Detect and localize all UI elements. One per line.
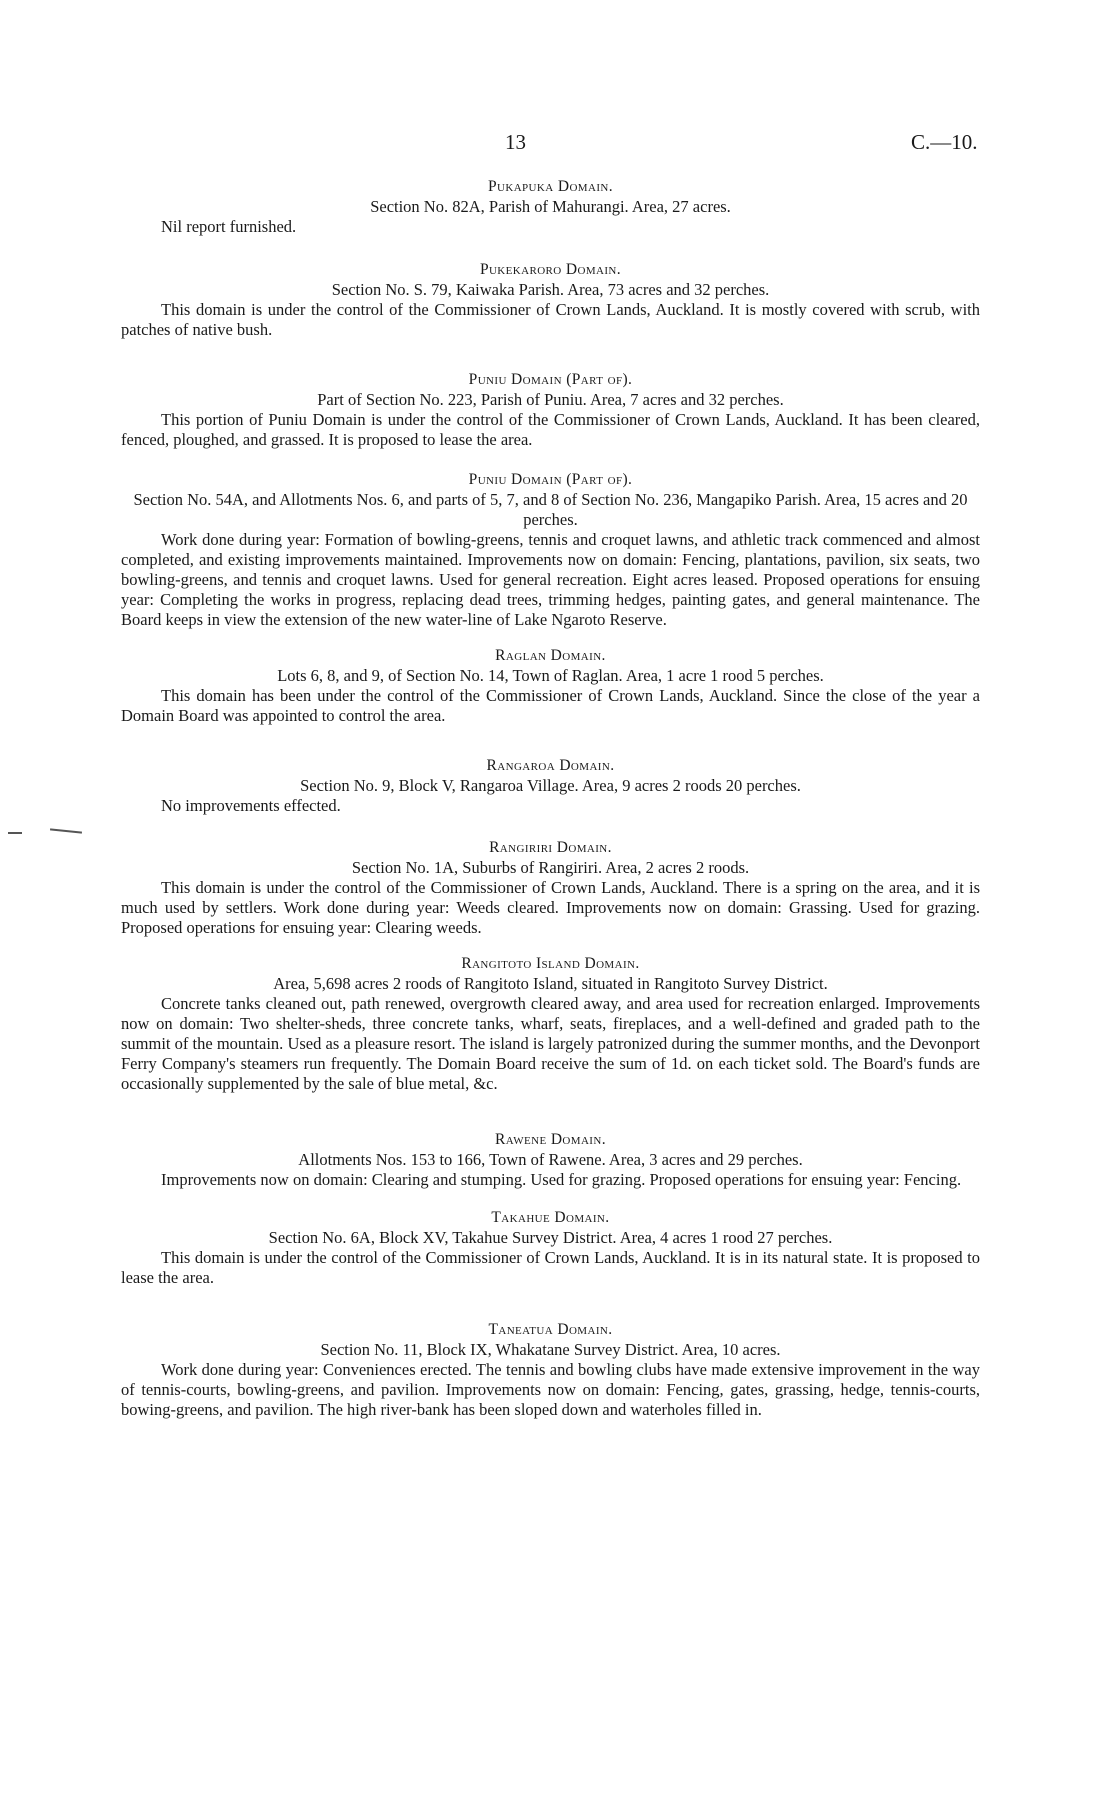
section-location: Section No. 11, Block IX, Whakatane Survey District. Area, 10 acres. xyxy=(320,1340,781,1359)
section-location: Section No. 9, Block V, Rangaroa Village. Area, 9 acres 2 roods 20 perches. xyxy=(300,776,801,795)
section-text: This domain has been under the control of the Commissioner of Crown Lands, Auckland. Since the close of the year a Domain Board was appointed to control the area. xyxy=(121,686,980,725)
section-location: Section No. 82A, Parish of Mahurangi. Area, 27 acres. xyxy=(370,197,731,216)
page-number: 13 xyxy=(505,130,526,154)
section-puniu-part-2 xyxy=(121,470,980,630)
section-rawene xyxy=(121,1130,980,1190)
section-heading: Rawene Domain. xyxy=(495,1131,606,1148)
section-rangiriri xyxy=(121,838,980,938)
section-raglan xyxy=(121,646,980,726)
section-heading: Pukapuka Domain. xyxy=(487,178,614,195)
section-location: Allotments Nos. 153 to 166, Town of Rawene. Area, 3 acres and 29 perches. xyxy=(298,1150,803,1169)
section-pukekaroro xyxy=(121,260,980,340)
section-text: Improvements now on domain: Clearing and stumping. Used for grazing. Proposed operations for ensuing year: Fencing. xyxy=(161,1170,962,1189)
section-heading: Rangitoto Island Domain. xyxy=(461,955,640,972)
section-rangitoto-island xyxy=(121,954,980,1094)
section-puniu-part-1 xyxy=(121,370,980,450)
section-location: Area, 5,698 acres 2 roods of Rangitoto Island, situated in Rangitoto Survey District. xyxy=(273,974,828,993)
section-heading: Raglan Domain. xyxy=(495,647,606,664)
section-heading: Taneatua Domain. xyxy=(488,1321,613,1338)
section-location: Lots 6, 8, and 9, of Section No. 14, Town of Raglan. Area, 1 acre 1 rood 5 perches. xyxy=(277,666,824,685)
section-heading: Puniu Domain (Part of). xyxy=(468,471,633,488)
section-location: Section No. S. 79, Kaiwaka Parish. Area, 73 acres and 32 perches. xyxy=(331,280,770,299)
section-heading: Rangiriri Domain. xyxy=(489,839,612,856)
section-text: Work done during year: Conveniences erected. The tennis and bowling clubs have made extensive improvement in the way of tennis-courts, bowling-greens, and pavilion. Improvements now on domain: Fencing, gates, grassing, hedge, tennis-courts, bowing-greens, and pavilion. The high river-bank has been sloped down and waterholes filled in. xyxy=(121,1360,980,1419)
section-text: This portion of Puniu Domain is under the control of the Commissioner of Crown Lands, Auckland. It has been cleared, fenced, ploughed, and grassed. It is proposed to lease the area. xyxy=(121,410,980,449)
section-text: This domain is under the control of the Commissioner of Crown Lands, Auckland. It is mostly covered with scrub, with patches of native bush. xyxy=(121,300,980,339)
section-location: Part of Section No. 223, Parish of Puniu. Area, 7 acres and 32 perches. xyxy=(317,390,784,409)
section-text: Concrete tanks cleaned out, path renewed, overgrowth cleared away, and area used for recreation enlarged. Improvements now on domain: Two shelter-sheds, three concrete tanks, wharf, seats, fireplaces, and a well-defined and graded path to the summit of the mountain. Used as a pleasure resort. The island is largely patronized during the summer months, and the Devonport Ferry Company's steamers run frequently. The Domain Board receive the sum of 1d. on each ticket sold. The Board's funds are occasionally supplemented by the sale of blue metal, &c. xyxy=(121,994,980,1093)
section-location: Section No. 1A, Suburbs of Rangiriri. Area, 2 acres 2 roods. xyxy=(351,858,750,877)
page-header xyxy=(0,130,1114,160)
page-reference: C.—10. xyxy=(911,130,978,154)
section-location: Section No. 54A, and Allotments Nos. 6, and parts of 5, 7, and 8 of Section No. 236, Mangapiko Parish. Area, 15 acres and 20 perches. xyxy=(133,490,968,529)
section-takahue xyxy=(121,1208,980,1288)
section-text: Nil report furnished. xyxy=(161,217,297,236)
section-text: This domain is under the control of the Commissioner of Crown Lands, Auckland. There is a spring on the area, and it is much used by settlers. Work done during year: Weeds cleared. Improvements now on domain: Grassing. Used for grazing. Proposed operations for ensuing year: Clearing weeds. xyxy=(121,878,980,937)
section-location: Section No. 6A, Block XV, Takahue Survey District. Area, 4 acres 1 rood 27 perches. xyxy=(268,1228,833,1247)
section-text: Work done during year: Formation of bowling-greens, tennis and croquet lawns, and athletic track commenced and almost completed, and existing improvements maintained. Improvements now on domain: Fencing, plantations, pavilion, six seats, two bowling-greens, and tennis and croquet lawns. Used for general recreation. Eight acres leased. Proposed operations for ensuing year: Completing the works in progress, replacing dead trees, trimming hedges, painting gates, and general maintenance. The Board keeps in view the extension of the new water-line of Lake Ngaroto Reserve. xyxy=(121,530,980,629)
section-text: No improvements effected. xyxy=(161,796,341,815)
section-text: This domain is under the control of the Commissioner of Crown Lands, Auckland. It is in its natural state. It is proposed to lease the area. xyxy=(121,1248,980,1287)
section-heading: Pukekaroro Domain. xyxy=(479,261,622,278)
section-heading: Rangaroa Domain. xyxy=(486,757,615,774)
section-taneatua xyxy=(121,1320,980,1420)
document-body xyxy=(121,177,980,1420)
section-heading: Takahue Domain. xyxy=(491,1209,610,1226)
scan-mark xyxy=(8,832,22,834)
scan-mark xyxy=(50,828,82,833)
section-rangaroa xyxy=(121,756,980,816)
section-heading: Puniu Domain (Part of). xyxy=(468,371,633,388)
section-pukapuka xyxy=(121,177,980,237)
